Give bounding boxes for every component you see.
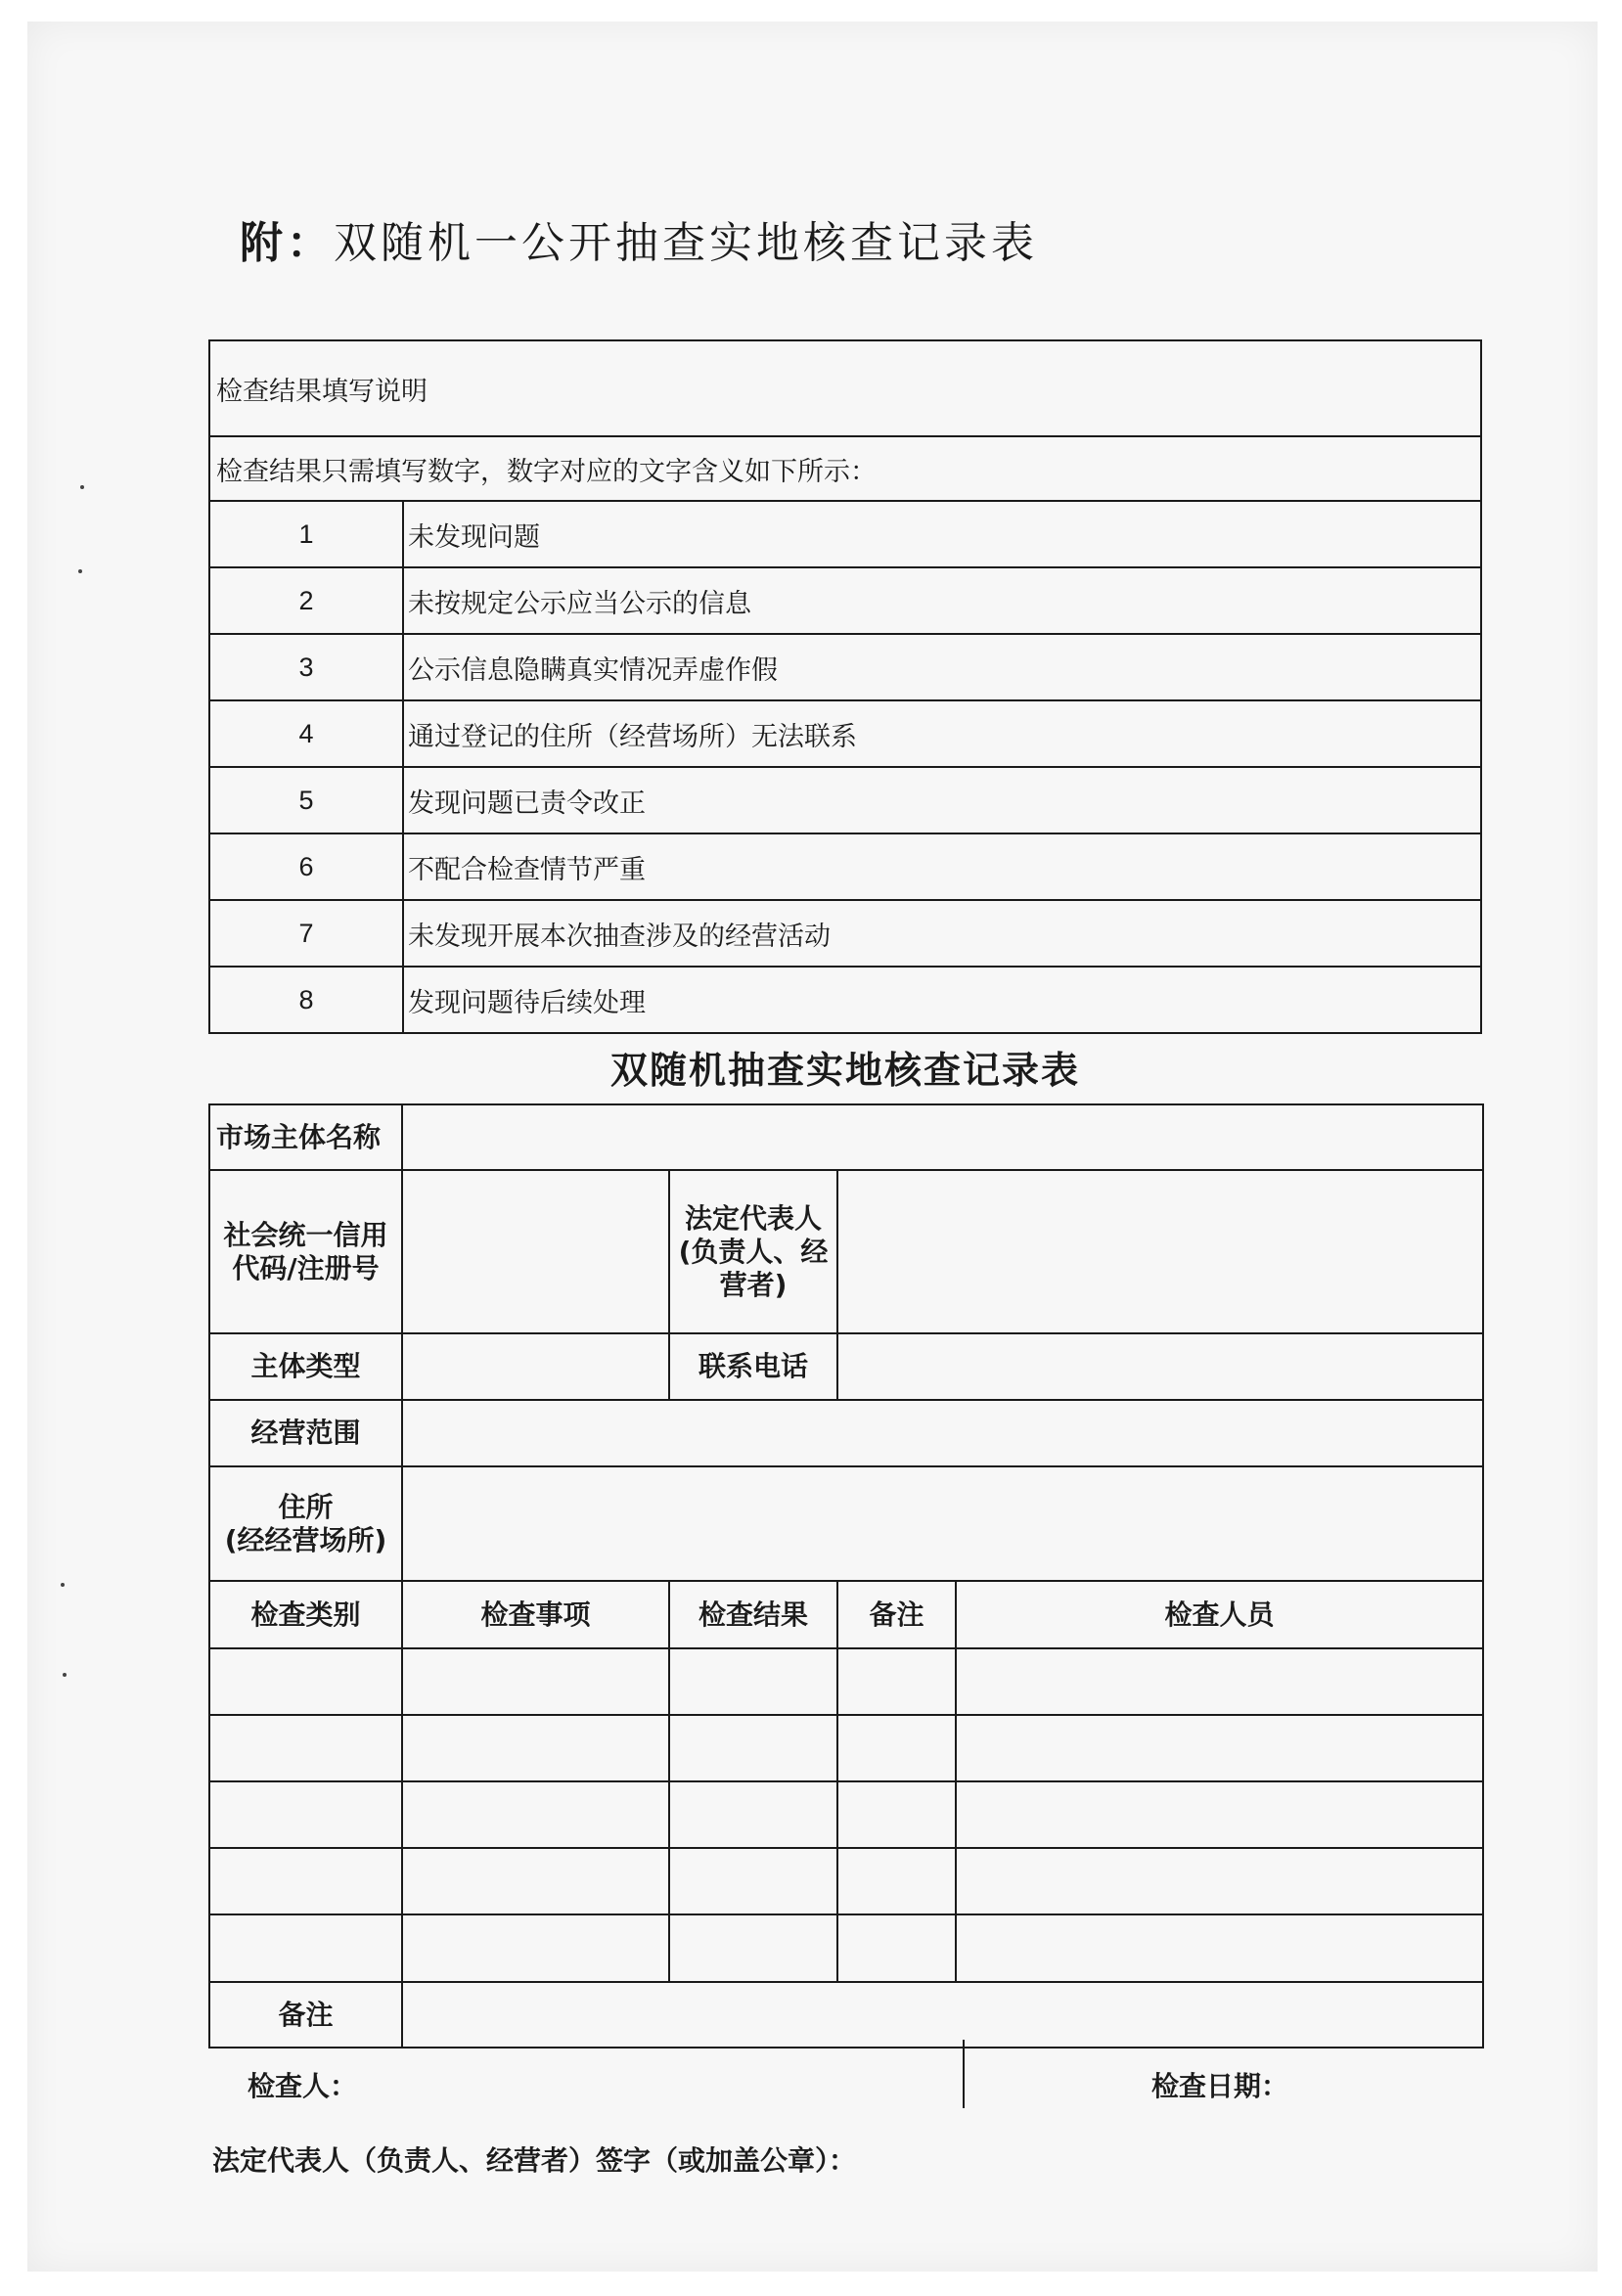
legend-item-text: 未发现开展本次抽查涉及的经营活动	[403, 900, 1481, 967]
label-remarks: 备注	[209, 1982, 402, 2048]
label-legal-representative	[669, 1170, 837, 1333]
field-entity-type[interactable]	[402, 1333, 669, 1400]
scan-speck	[63, 1673, 67, 1677]
cell-remark[interactable]	[837, 1648, 956, 1715]
label-legal-rep-line3: 营者)	[719, 1268, 788, 1301]
column-header-remark: 备注	[837, 1581, 956, 1648]
cell-remark[interactable]	[837, 1914, 956, 1982]
cell-inspectors[interactable]	[956, 1648, 1483, 1715]
column-header-category: 检查类别	[209, 1581, 402, 1648]
label-address-line1: 住所	[278, 1490, 334, 1523]
field-remarks[interactable]	[402, 1982, 1483, 2048]
cell-inspectors[interactable]	[956, 1781, 1483, 1848]
legend-item-number: 8	[209, 967, 403, 1033]
legend-item-text: 公示信息隐瞒真实情况弄虚作假	[403, 634, 1481, 700]
column-header-inspectors: 检查人员	[956, 1581, 1483, 1648]
cell-item[interactable]	[402, 1914, 669, 1982]
legend-item-number: 5	[209, 767, 403, 833]
cell-inspectors[interactable]	[956, 1848, 1483, 1914]
inspection-record-table	[208, 1103, 1484, 2048]
title-text: 双随机一公开抽查实地核查记录表	[334, 218, 1038, 268]
cell-item[interactable]	[402, 1848, 669, 1914]
table-row	[209, 1715, 1483, 1781]
scan-speck	[61, 1583, 65, 1587]
label-phone: 联系电话	[669, 1333, 837, 1400]
cell-result[interactable]	[669, 1848, 837, 1914]
scan-speck	[78, 569, 82, 573]
cell-category[interactable]	[209, 1914, 402, 1982]
signature-label: 法定代表人（负责人、经营者）签字（或加盖公章）：	[212, 2144, 857, 2177]
label-credit-code	[209, 1170, 402, 1333]
legend-item-text: 未按规定公示应当公示的信息	[403, 567, 1481, 634]
legend-item-number: 2	[209, 567, 403, 634]
cell-remark[interactable]	[837, 1781, 956, 1848]
cell-remark[interactable]	[837, 1848, 956, 1914]
footer-divider	[963, 2040, 965, 2108]
field-phone[interactable]	[837, 1333, 1483, 1400]
table-row	[209, 1781, 1483, 1848]
field-market-entity-name[interactable]	[402, 1104, 1483, 1170]
label-legal-rep-line2: (负责人、经	[678, 1235, 829, 1268]
label-credit-code-line1: 社会统一信用	[223, 1218, 388, 1251]
label-market-entity-name: 市场主体名称	[209, 1104, 402, 1170]
cell-result[interactable]	[669, 1715, 837, 1781]
label-address	[209, 1466, 402, 1581]
legend-item-text: 不配合检查情节严重	[403, 833, 1481, 900]
legend-item-text: 发现问题待后续处理	[403, 967, 1481, 1033]
cell-result[interactable]	[669, 1648, 837, 1715]
legend-item-number: 7	[209, 900, 403, 967]
column-header-result: 检查结果	[669, 1581, 837, 1648]
label-legal-rep-line1: 法定代表人	[684, 1201, 822, 1235]
legend-item-number: 1	[209, 501, 403, 567]
scan-speck	[80, 485, 84, 489]
field-business-scope[interactable]	[402, 1400, 1483, 1466]
cell-category[interactable]	[209, 1715, 402, 1781]
legend-item-text: 未发现问题	[403, 501, 1481, 567]
legend-item-number: 6	[209, 833, 403, 900]
label-business-scope: 经营范围	[209, 1400, 402, 1466]
cell-item[interactable]	[402, 1781, 669, 1848]
field-address[interactable]	[402, 1466, 1483, 1581]
legend-item-text: 发现问题已责令改正	[403, 767, 1481, 833]
result-legend-table	[208, 339, 1482, 1034]
title-prefix: 附：	[240, 218, 334, 268]
legend-header: 检查结果填写说明	[209, 340, 1481, 436]
inspection-date-label: 检查日期：	[1151, 2070, 1289, 2102]
legend-item-text: 通过登记的住所（经营场所）无法联系	[403, 700, 1481, 767]
field-legal-representative[interactable]	[837, 1170, 1483, 1333]
record-table-title: 双随机抽查实地核查记录表	[609, 1048, 1080, 1092]
legend-item-number: 3	[209, 634, 403, 700]
cell-result[interactable]	[669, 1781, 837, 1848]
table-row	[209, 1914, 1483, 1982]
cell-inspectors[interactable]	[956, 1715, 1483, 1781]
cell-remark[interactable]	[837, 1715, 956, 1781]
label-entity-type: 主体类型	[209, 1333, 402, 1400]
cell-result[interactable]	[669, 1914, 837, 1982]
cell-item[interactable]	[402, 1648, 669, 1715]
document-title	[240, 207, 1038, 270]
cell-inspectors[interactable]	[956, 1914, 1483, 1982]
cell-item[interactable]	[402, 1715, 669, 1781]
column-header-item: 检查事项	[402, 1581, 669, 1648]
label-credit-code-line2: 代码/注册号	[232, 1251, 380, 1284]
cell-category[interactable]	[209, 1848, 402, 1914]
cell-category[interactable]	[209, 1648, 402, 1715]
field-credit-code[interactable]	[402, 1170, 669, 1333]
legend-intro: 检查结果只需填写数字，数字对应的文字含义如下所示：	[209, 436, 1481, 501]
table-row	[209, 1648, 1483, 1715]
inspector-label: 检查人：	[248, 2070, 358, 2102]
legend-item-number: 4	[209, 700, 403, 767]
label-address-line2: (经经营场所)	[224, 1523, 387, 1556]
table-row	[209, 1848, 1483, 1914]
cell-category[interactable]	[209, 1781, 402, 1848]
